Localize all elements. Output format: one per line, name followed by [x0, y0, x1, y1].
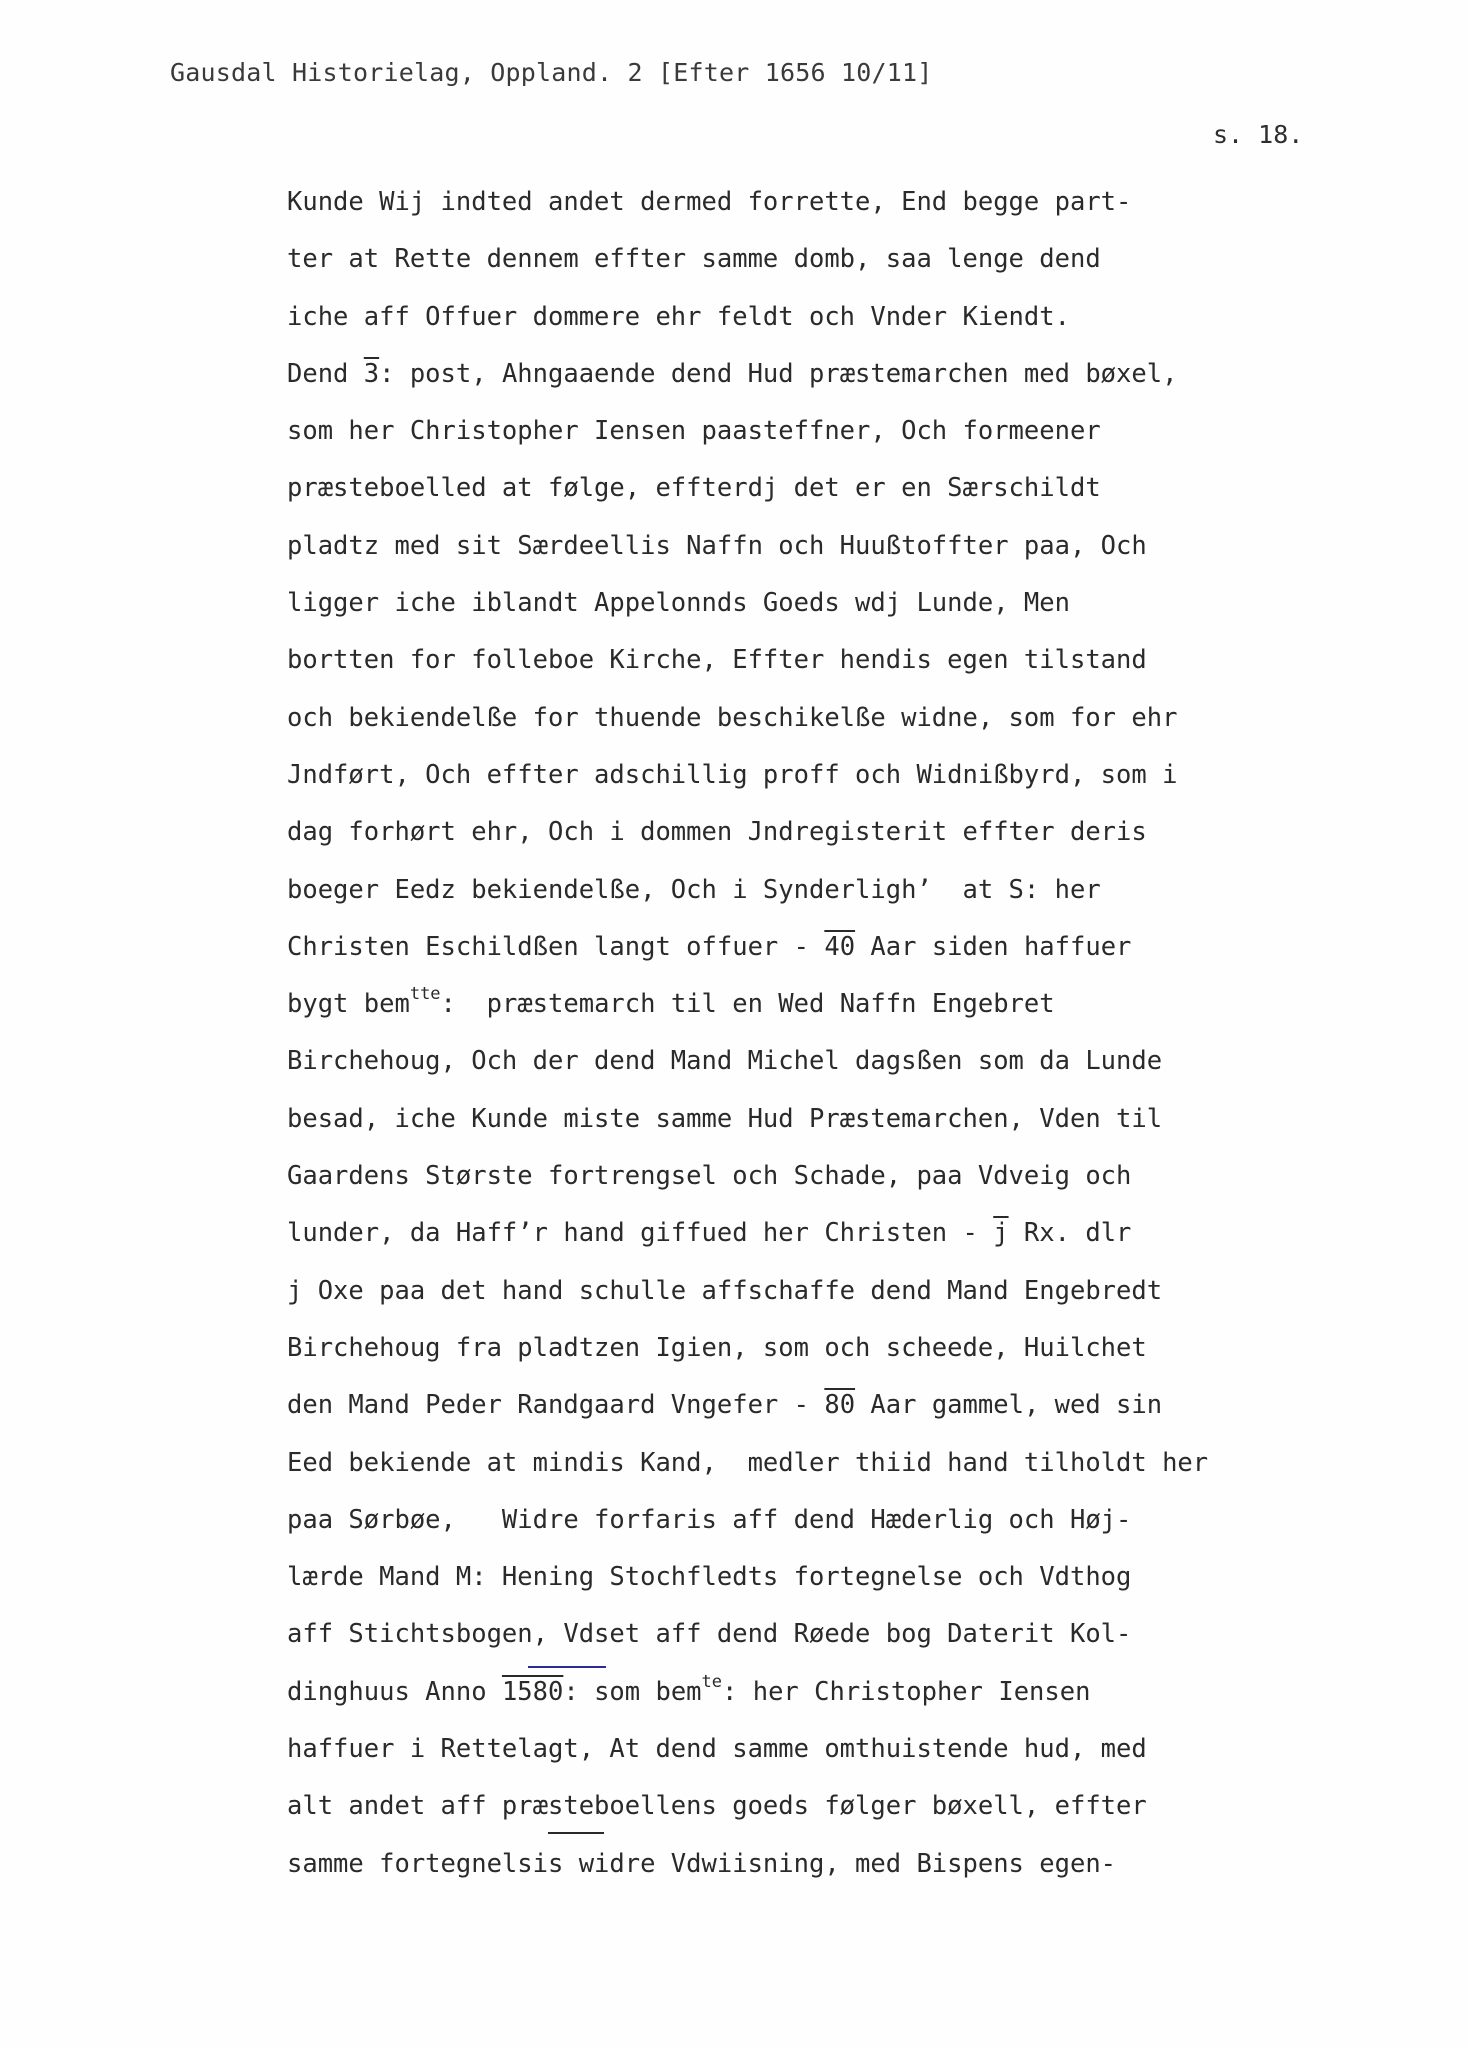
text-line — [287, 1435, 1347, 1492]
line-text: den Mand Peder Randgaard Vngefer - — [287, 1390, 825, 1421]
line-text: Gaardens Største fortrengsel och Schade, paa Vdveig och — [287, 1161, 1132, 1192]
line-text: : her Christopher Iensen — [722, 1676, 1091, 1707]
line-text: ter at Rette dennem effter samme domb, saa lenge dend — [287, 244, 1101, 275]
line-text: bortten for folleboe Kirche, Effter hendis egen tilstand — [287, 645, 1147, 676]
text-line — [287, 289, 1347, 346]
pen-underline-mark — [548, 1832, 604, 1834]
line-text: haffuer i Rettelagt, At dend samme omthuistende hud, med — [287, 1734, 1147, 1765]
line-text: Aar gammel, wed sin — [855, 1390, 1163, 1421]
line-text: præsteboelled at følge, effterdj det er en Særschildt — [287, 473, 1101, 504]
overlined-number: 40 — [824, 931, 856, 962]
text-line — [287, 518, 1347, 575]
line-text: : præstemarch til en Wed Naffn Engebret — [440, 989, 1055, 1020]
line-text: som her Christopher Iensen paasteffner, Och formeener — [287, 416, 1101, 447]
line-text: bygt bem — [287, 989, 410, 1020]
text-line — [287, 346, 1347, 403]
overlined-number: $\overline{j}$ — [993, 1218, 1009, 1249]
text-line — [287, 1320, 1347, 1377]
line-text: iche aff Offuer dommere ehr feldt och Vnder Kiendt. — [287, 301, 1070, 332]
line-text: Birchehoug, Och der dend Mand Michel dagsßen som da Lunde — [287, 1046, 1163, 1077]
line-text: j Oxe paa det hand schulle affschaffe dend Mand Engebredt — [287, 1275, 1163, 1306]
text-line — [287, 1836, 1347, 1893]
line-text: dinghuus Anno — [287, 1676, 502, 1707]
transcription-body — [287, 174, 1347, 1893]
line-text: besad, iche Kunde miste samme Hud Præstemarchen, Vden til — [287, 1103, 1163, 1134]
text-line — [287, 1492, 1347, 1549]
line-text: : post, Ahngaaende dend Hud præstemarchen med bøxel, — [379, 358, 1178, 389]
text-line — [287, 1263, 1347, 1320]
line-text: boeger Eedz bekiendelße, Och i Synderligh’ at S: her — [287, 874, 1101, 905]
text-line — [287, 690, 1347, 747]
text-line — [287, 1721, 1347, 1778]
line-text: pladtz med sit Særdeellis Naffn och Huußtoffter paa, Och — [287, 530, 1147, 561]
text-line — [287, 804, 1347, 861]
overlined-number: 1580 — [501, 1676, 564, 1707]
text-line — [287, 1549, 1347, 1606]
overlined-number: 80 — [824, 1390, 856, 1421]
page-header: Gausdal Historielag, Oppland. 2 [Efter 1656 10/11] — [170, 58, 933, 87]
line-text: alt andet aff præsteboellens goeds følger bøxell, effter — [287, 1791, 1147, 1822]
text-line — [287, 1606, 1347, 1663]
line-text: lunder, da Haff’r hand giffued her Christen - — [287, 1218, 994, 1249]
text-line — [287, 460, 1347, 517]
text-line — [287, 1205, 1347, 1262]
text-line — [287, 231, 1347, 288]
line-text: dag forhørt ehr, Och i dommen Jndregisterit effter deris — [287, 817, 1147, 848]
text-line — [287, 747, 1347, 804]
line-text: ligger iche iblandt Appelonnds Goeds wdj Lunde, Men — [287, 588, 1070, 619]
text-line — [287, 1377, 1347, 1434]
line-text: Christen Eschildßen langt offuer - — [287, 931, 825, 962]
text-line — [287, 1148, 1347, 1205]
line-text: aff Stichtsbogen, Vdset aff dend Røede bog Daterit Kol- — [287, 1619, 1132, 1650]
text-line — [287, 1091, 1347, 1148]
superscript-abbreviation: tte — [409, 984, 441, 1005]
line-text: : som bem — [563, 1676, 702, 1707]
line-text: Jndført, Och effter adschillig proff och Widnißbyrd, som i — [287, 759, 1178, 790]
line-text: och bekiendelße for thuende beschikelße widne, som for ehr — [287, 702, 1178, 733]
text-line — [287, 403, 1347, 460]
line-text: Dend — [287, 358, 364, 389]
line-text: Kunde Wij indted andet dermed forrette, End begge part- — [287, 187, 1132, 217]
page-number: s. 18. — [1213, 120, 1304, 149]
text-line — [287, 1033, 1347, 1090]
text-line — [287, 174, 1347, 231]
text-line — [287, 1778, 1347, 1835]
line-text: paa Sørbøe, Widre forfaris aff dend Hæderlig och Høj- — [287, 1504, 1132, 1535]
line-text: Birchehoug fra pladtzen Igien, som och scheede, Huilchet — [287, 1332, 1147, 1363]
line-text: Eed bekiende at mindis Kand, medler thiid hand tilholdt her — [287, 1447, 1209, 1478]
text-line — [287, 919, 1347, 976]
text-line — [287, 862, 1347, 919]
line-text: Rx. dlr — [1008, 1218, 1132, 1249]
line-text: Aar siden haffuer — [855, 931, 1132, 962]
line-text: samme fortegnelsis widre Vdwiisning, med Bispens egen- — [287, 1848, 1117, 1879]
text-line — [287, 976, 1347, 1033]
text-line — [287, 575, 1347, 632]
line-text: lærde Mand M: Hening Stochfledts fortegnelse och Vdthog — [287, 1562, 1132, 1593]
pen-underline-mark — [528, 1666, 606, 1668]
text-line — [287, 632, 1347, 689]
overlined-number: 3 — [363, 358, 380, 389]
superscript-abbreviation: te — [701, 1671, 723, 1692]
text-line — [287, 1664, 1347, 1721]
